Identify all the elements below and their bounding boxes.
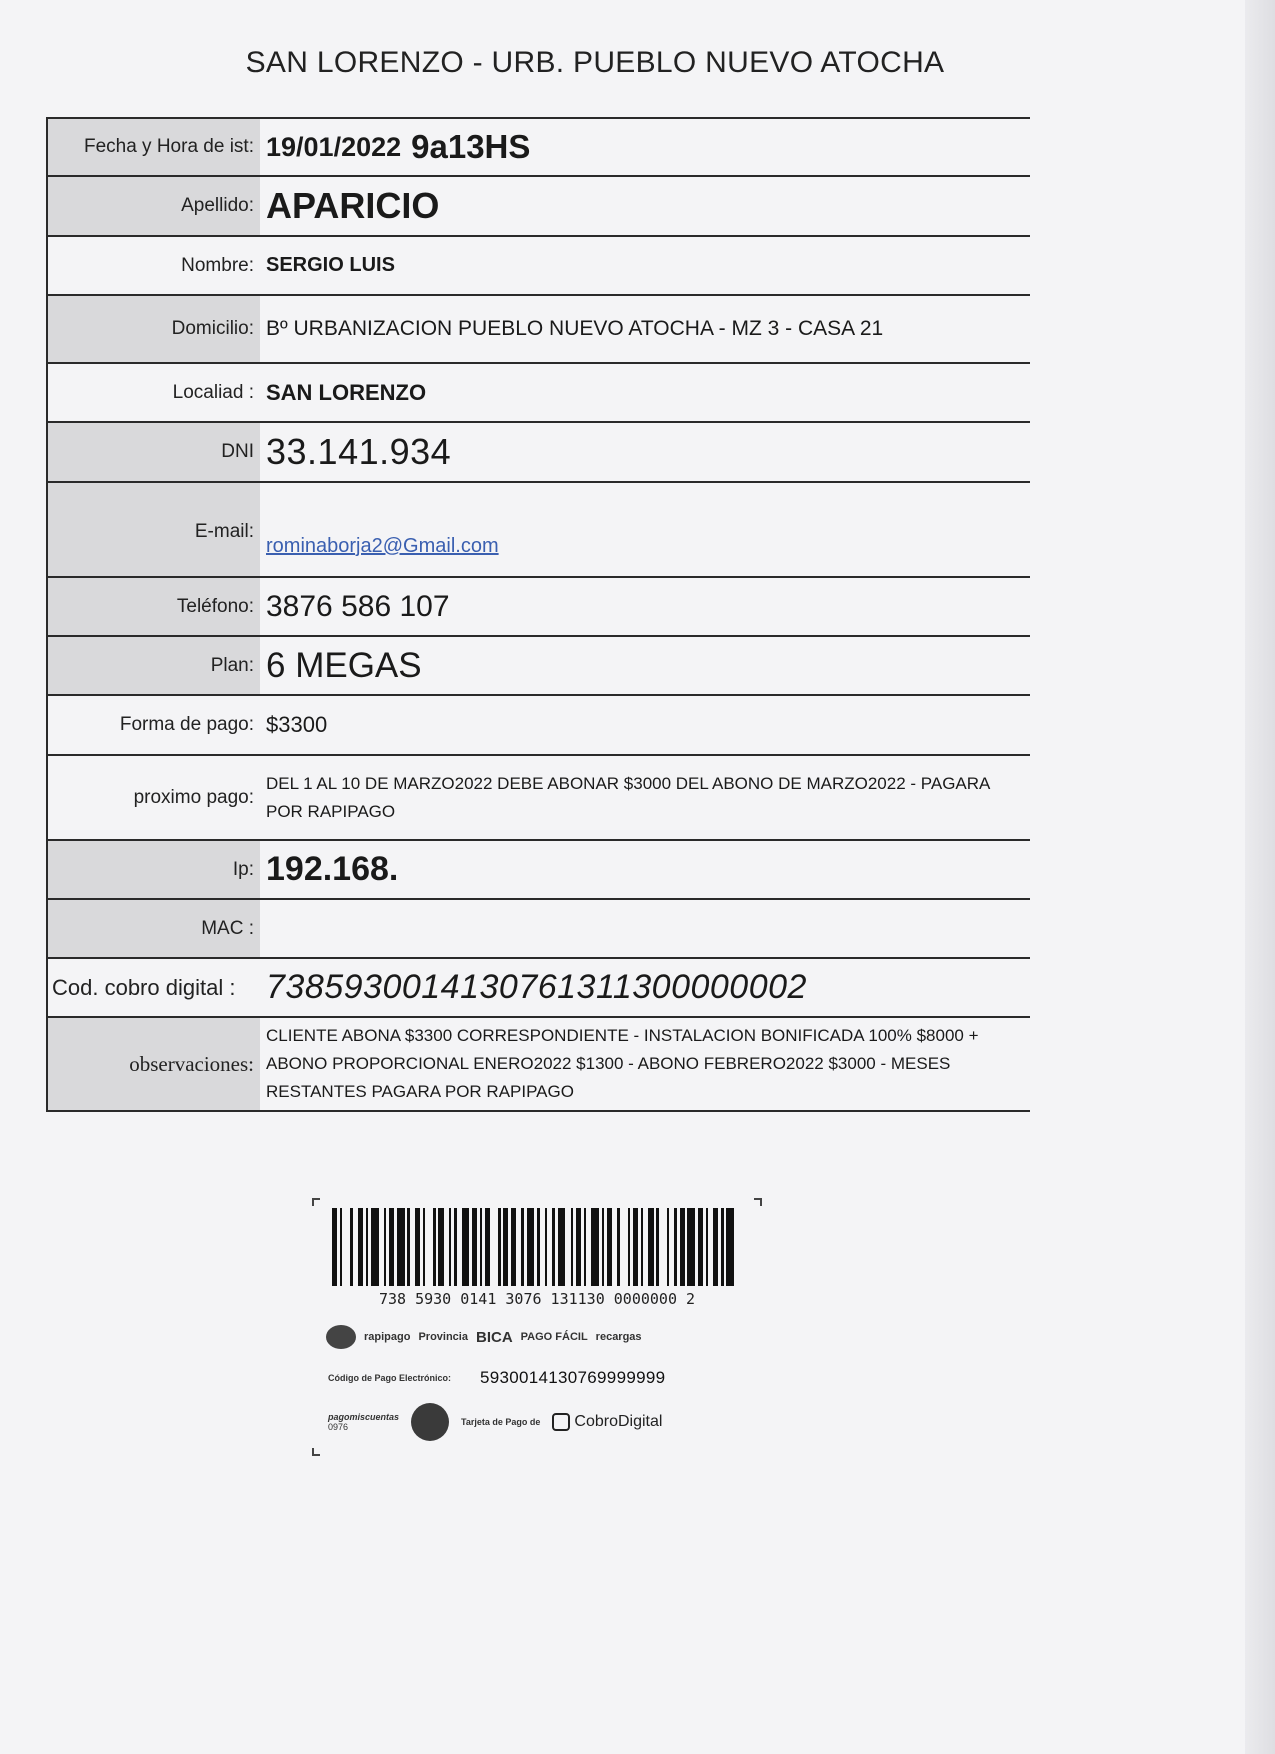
page-edge (1245, 0, 1275, 1754)
pmc-logo: pagomiscuentas (328, 1412, 400, 1422)
logo-bica: BICA (475, 1328, 513, 1346)
row-dni (46, 423, 1030, 483)
row-plan (46, 637, 1030, 696)
row-fecha (46, 119, 1030, 177)
value-apellido: APARICIO (266, 185, 440, 226)
value-domicilio: Bº URBANIZACION PUEBLO NUEVO ATOCHA - MZ 3 - CASA 21 (266, 317, 884, 340)
value-observaciones: CLIENTE ABONA $3300 CORRESPONDIENTE - INSTALACION BONIFICADA 100% $8000 + ABONO PROPORCIONAL ENERO2022 $1300 - ABONO FEBRERO2022 $3000 - MESES RESTANTES PAGARA POR RAPIPAGO (266, 1026, 979, 1101)
label-mac: MAC : (46, 900, 260, 957)
pay-code-row (328, 1368, 748, 1388)
value-email-cell (260, 483, 1030, 576)
label-telefono: Teléfono: (46, 578, 260, 635)
label-plan: Plan: (46, 637, 260, 694)
row-telefono (46, 578, 1030, 637)
label-proximo-pago: proximo pago: (46, 756, 260, 839)
row-nombre (46, 237, 1030, 296)
cobrodigital-text: CobroDigital (574, 1413, 663, 1430)
value-fecha (260, 119, 1030, 175)
label-dni: DNI (46, 423, 260, 481)
row-localidad (46, 364, 1030, 423)
label-forma-pago: Forma de pago: (46, 696, 260, 754)
fecha-date: 19/01/2022 (266, 131, 402, 162)
label-apellido: Apellido: (46, 177, 260, 235)
logo-provincia: Provincia (418, 1331, 468, 1343)
pmc-block (328, 1412, 399, 1432)
value-plan: 6 MEGAS (266, 645, 422, 685)
page-title: SAN LORENZO - URB. PUEBLO NUEVO ATOCHA (245, 46, 945, 79)
row-mac (46, 900, 1030, 959)
value-cod-cobro: 7385930014130761311300000002 (266, 968, 807, 1006)
logo-recargas: recargas (595, 1331, 642, 1343)
crop-mark (754, 1198, 762, 1206)
value-nombre: SERGIO LUIS (266, 254, 395, 276)
row-proximo-pago (46, 756, 1030, 841)
link-logo-icon (411, 1403, 449, 1441)
value-localidad: SAN LORENZO (266, 379, 427, 405)
rapipago-logo-icon (326, 1325, 356, 1349)
value-mac (260, 900, 1030, 957)
email-link[interactable]: rominaborja2@Gmail.com (266, 535, 499, 557)
label-fecha: Fecha y Hora de ist: (46, 119, 260, 175)
pmc-number: 0976 (328, 1422, 349, 1432)
value-forma-pago: $3300 (266, 712, 328, 737)
barcode-icon (332, 1208, 740, 1286)
row-apellido (46, 177, 1030, 237)
logo-rapipago: rapipago (364, 1331, 411, 1343)
row-forma-pago (46, 696, 1030, 756)
label-observaciones: observaciones: (46, 1018, 260, 1110)
crop-mark (312, 1448, 320, 1456)
coupon-footer (328, 1400, 748, 1444)
customer-form (46, 117, 1030, 1112)
pay-code: 5930014130769999999 (480, 1368, 666, 1387)
payment-logos (326, 1324, 746, 1350)
cobrodigital-icon (552, 1413, 570, 1431)
value-proximo-pago: DEL 1 AL 10 DE MARZO2022 DEBE ABONAR $3000 DEL ABONO DE MARZO2022 - PAGARA POR RAPIPAGO (266, 773, 990, 821)
value-ip: 192.168. (266, 850, 399, 888)
row-cod-cobro (46, 959, 1030, 1018)
label-nombre: Nombre: (46, 237, 260, 294)
crop-mark (312, 1198, 320, 1206)
cobrodigital-logo (552, 1413, 662, 1431)
logo-pagofacil: PAGO FÁCIL (520, 1331, 588, 1343)
row-ip (46, 841, 1030, 900)
label-ip: Ip: (46, 841, 260, 898)
value-dni: 33.141.934 (266, 431, 452, 472)
label-email: E-mail: (46, 483, 260, 576)
barcode-number: 738 5930 0141 3076 131130 0000000 2 (378, 1290, 696, 1308)
label-domicilio: Domicilio: (46, 296, 260, 362)
label-localidad: Localiad : (46, 364, 260, 421)
payment-coupon (312, 1198, 762, 1456)
row-observaciones (46, 1018, 1030, 1112)
value-telefono: 3876 586 107 (266, 589, 450, 623)
label-cod-cobro: Cod. cobro digital : (46, 959, 260, 1016)
pay-code-label: Código de Pago Electrónico: (328, 1373, 452, 1383)
fecha-time: 9a13HS (411, 128, 531, 165)
row-domicilio (46, 296, 1030, 364)
row-email (46, 483, 1030, 578)
tarjeta-label: Tarjeta de Pago de (461, 1417, 541, 1427)
